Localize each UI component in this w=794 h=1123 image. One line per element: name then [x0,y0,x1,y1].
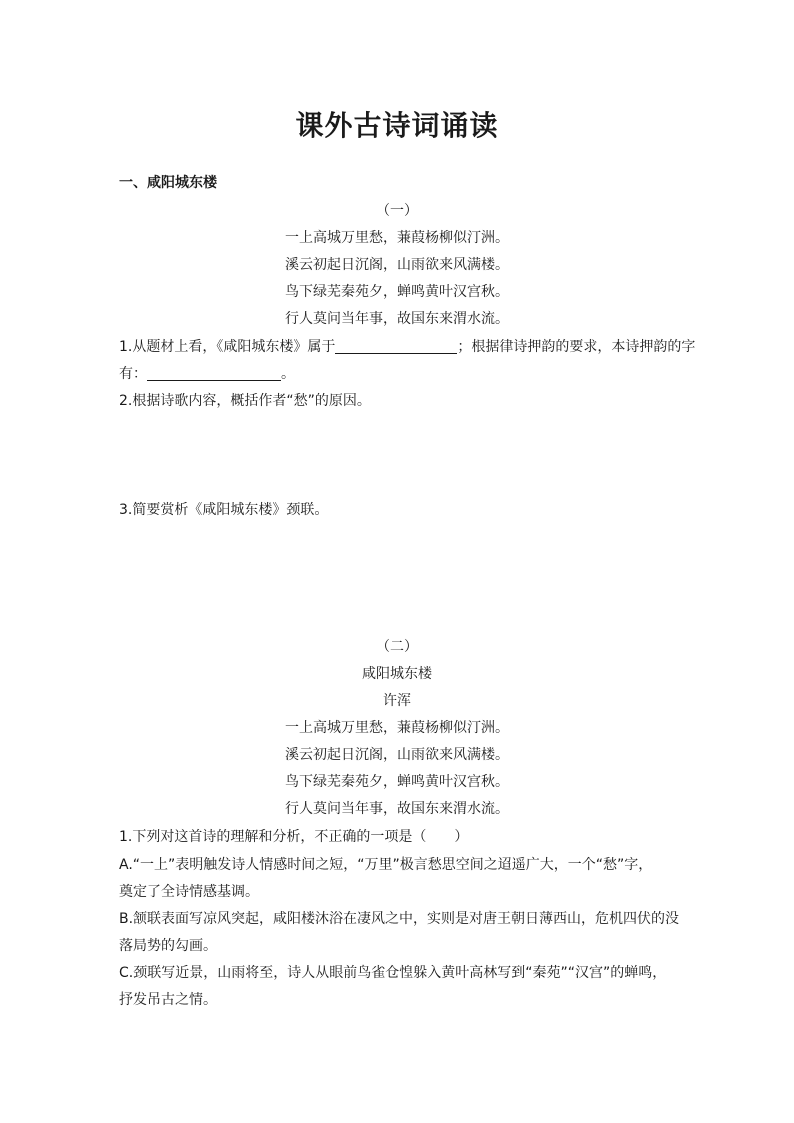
poem-line: 一上高城万里愁，蒹葭杨柳似汀洲。 [285,720,509,736]
poem-line: 行人莫问当年事，故国东来渭水流。 [285,801,509,817]
option-a: A.“一上”表明触发诗人情感时间之短，“万里”极言愁思空间之迢遥广大，一个“愁”字， [119,857,653,873]
poem-line: 一上高城万里愁，蒹葭杨柳似汀洲。 [285,230,509,246]
question-text: 。 [281,366,295,382]
poem-line: 鸟下绿芜秦苑夕，蝉鸣黄叶汉宫秋。 [285,774,509,790]
question-text: 有： [119,366,147,382]
question-2: 2.根据诗歌内容，概括作者“愁”的原因。 [119,393,371,409]
poem-line: 溪云初起日沉阁，山雨欲来风满楼。 [285,747,509,763]
poem-line: 溪云初起日沉阁，山雨欲来风满楼。 [285,257,509,273]
section-heading: 一、咸阳城东楼 [119,175,217,191]
poem-line: 行人莫问当年事，故国东来渭水流。 [285,311,509,327]
option-b: B.颔联表面写凉风突起，咸阳楼沐浴在凄风之中，实则是对唐王朝日薄西山，危机四伏的没 [119,911,680,927]
question-1: 1.下列对这首诗的理解和分析，不正确的一项是（ ） [119,829,469,845]
question-1 [119,336,695,356]
option-c-continued: 抒发吊古之情。 [119,992,217,1008]
poem-line: 鸟下绿芜秦苑夕，蝉鸣黄叶汉宫秋。 [285,284,509,300]
page-title: 课外古诗词诵读 [295,109,499,142]
answer-blank[interactable] [147,366,281,381]
question-text: ；根据律诗押韵的要求，本诗押韵的字 [457,339,696,355]
question-text: 1.从题材上看，《咸阳城东楼》属于 [119,339,336,355]
answer-blank[interactable] [335,339,457,354]
poem-author: 许浑 [383,693,411,709]
part-label: （一） [376,203,418,219]
part-label: （二） [376,639,418,655]
poem-title: 咸阳城东楼 [362,666,432,682]
question-3: 3.简要赏析《咸阳城东楼》颈联。 [119,502,329,518]
option-a-continued: 奠定了全诗情感基调。 [119,884,259,900]
question-1-continued [119,363,295,383]
option-b-continued: 落局势的勾画。 [119,938,217,954]
option-c: C.颈联写近景，山雨将至，诗人从眼前鸟雀仓惶躲入黄叶高林写到“秦苑”“汉宫”的蝉鸣， [119,965,667,981]
